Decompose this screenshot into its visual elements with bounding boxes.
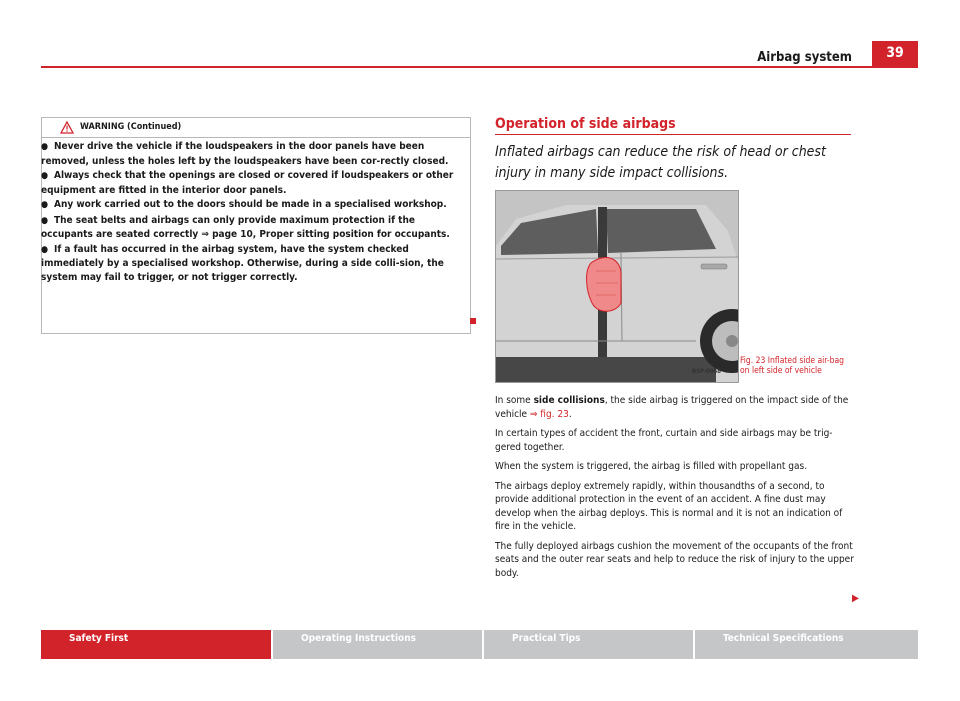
figure-caption: Fig. 23 Inflated side air-bag on left side of vehicle: [740, 356, 845, 376]
tab-practical-tips[interactable]: Practical Tips: [484, 630, 693, 659]
section-title: Airbag system: [757, 50, 852, 65]
warning-item: ● Any work carried out to the doors should be made in a specialised workshop.: [41, 199, 447, 210]
tab-safety-first[interactable]: Safety First: [41, 630, 271, 659]
warning-list: [41, 140, 465, 285]
page-number: 39: [872, 41, 918, 66]
figure-reference-link[interactable]: ⇒ fig. 23: [529, 408, 569, 420]
heading-rule: [495, 134, 851, 135]
figure-side-airbag: [495, 190, 739, 383]
warning-item: ● The seat belts and airbags can only provide maximum protection if the occupants are seated correctly ⇒ page 10, Proper sitting position for occupants.: [41, 214, 450, 240]
body-paragraph: The fully deployed airbags cushion the movement of the occupants of the front seats and the outer rear seats and help to reduce the risk of injury to the upper body.: [495, 540, 854, 579]
car-side-illustration: [496, 191, 738, 382]
section-heading: Operation of side airbags: [495, 116, 676, 132]
warning-item: ● If a fault has occurred in the airbag system, have the system checked immediately by a specialised workshop. Otherwise, during a side colli-sion, the system may fail to trigger, or not trigger correctly.: [41, 243, 444, 283]
warning-item: ● Always check that the openings are closed or covered if loudspeakers or other equipment are fitted in the interior door panels.: [41, 170, 454, 196]
body-paragraph: In some side collisions, the side airbag is triggered on the impact side of the vehicle ⇒ fig. 23.: [495, 395, 849, 420]
body-text: [495, 394, 855, 586]
figure-code: B5P-0058: [692, 368, 721, 375]
end-of-warning-marker: [470, 318, 476, 324]
tab-operating-instructions[interactable]: Operating Instructions: [273, 630, 482, 659]
body-paragraph: When the system is triggered, the airbag is filled with propellant gas.: [495, 461, 808, 472]
section-subtitle: Inflated airbags can reduce the risk of head or chest injury in many side impact collisions.: [495, 144, 826, 181]
continue-arrow-icon: ▶: [852, 593, 859, 604]
body-paragraph: The airbags deploy extremely rapidly, within thousandths of a second, to provide additional protection in the event of an accident. A fine dust may develop when the airbag deploys. This is normal and it is not an indication of fire in the vehicle.: [495, 480, 843, 532]
warning-label: WARNING (Continued): [80, 122, 182, 132]
body-paragraph: In certain types of accident the front, curtain and side airbags may be trig-gered together.: [495, 428, 833, 453]
tab-technical-specifications[interactable]: Technical Specifications: [695, 630, 918, 659]
warning-item: ● Never drive the vehicle if the loudspeakers in the door panels have been removed, unless the holes left by the loudspeakers have been cor-rectly closed.: [41, 141, 449, 167]
header-rule: [41, 66, 918, 68]
warning-triangle-icon: [60, 121, 74, 134]
